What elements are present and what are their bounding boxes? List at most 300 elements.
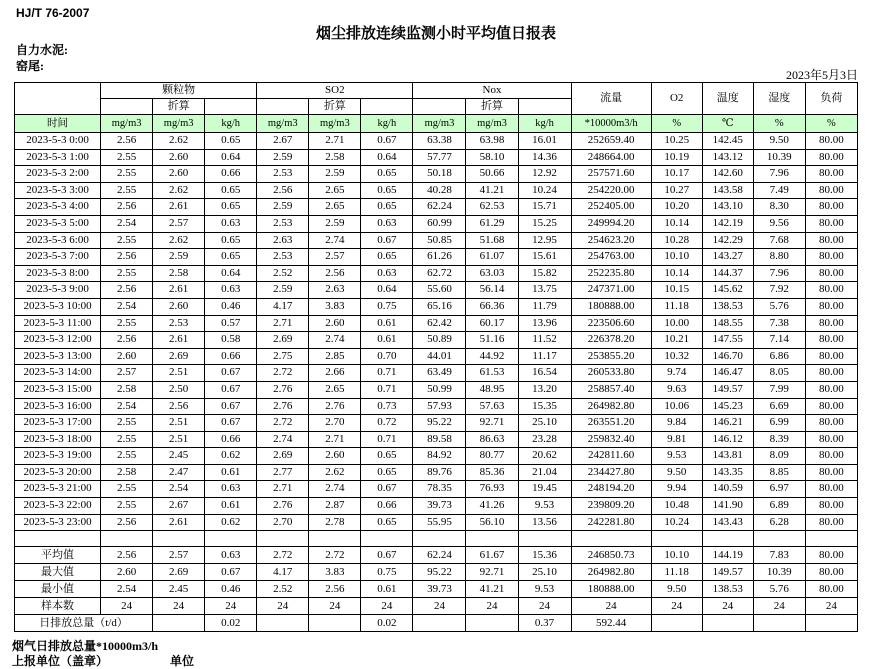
value-cell: 0.63 [205,481,257,498]
daily-total-value-cell: 592.44 [571,615,651,632]
value-cell: 51.68 [466,232,518,249]
value-cell: 2.53 [257,166,309,183]
value-cell: 10.21 [651,332,702,349]
value-cell: 0.62 [205,448,257,465]
value-cell: 2.60 [101,348,153,365]
value-cell: 2.59 [257,199,309,216]
value-cell: 2.51 [153,365,205,382]
value-cell: 0.61 [361,315,413,332]
summary-value-cell: 0.75 [361,564,413,581]
value-cell: 140.59 [702,481,753,498]
summary-value-cell: 9.50 [651,581,702,598]
value-cell: 10.24 [651,514,702,531]
summary-value-cell: 92.71 [466,564,518,581]
summary-value-cell: 0.63 [205,547,257,564]
value-cell: 2.62 [153,133,205,150]
daily-total-value-cell [753,615,805,632]
value-cell: 8.05 [753,365,805,382]
pollutant-group-header: SO2 [257,83,413,99]
value-cell: 4.17 [257,298,309,315]
value-cell: 2.55 [101,431,153,448]
value-cell: 2.57 [309,249,361,266]
table-row [15,133,858,150]
summary-value-cell: 264982.80 [571,564,651,581]
value-cell: 2.70 [309,415,361,432]
value-cell: 2.59 [309,166,361,183]
summary-value-cell: 24 [205,598,257,615]
value-cell: 50.99 [413,381,466,398]
value-cell: 9.63 [651,381,702,398]
value-cell: 80.00 [805,381,857,398]
value-cell: 65.16 [413,298,466,315]
value-cell: 2.55 [101,448,153,465]
value-cell: 80.00 [805,315,857,332]
daily-total-value-cell [466,615,518,632]
value-cell: 2.56 [309,265,361,282]
value-cell: 80.00 [805,332,857,349]
table-row [15,182,858,199]
value-cell: 2.59 [257,282,309,299]
value-cell: 2.56 [101,199,153,216]
summary-value-cell: 25.10 [518,564,571,581]
value-cell: 146.47 [702,365,753,382]
value-cell: 2.69 [257,332,309,349]
value-cell: 0.65 [361,182,413,199]
time-cell: 2023-5-3 9:00 [15,282,101,299]
value-cell: 260533.80 [571,365,651,382]
value-cell: 80.00 [805,464,857,481]
value-cell: 2.60 [309,448,361,465]
summary-value-cell: 61.67 [466,547,518,564]
value-cell: 2.66 [309,365,361,382]
value-cell: 0.64 [205,265,257,282]
company-name: 自力水泥: [16,43,68,57]
report-table-body [15,83,858,632]
value-cell: 254220.00 [571,182,651,199]
table-row [15,581,858,598]
value-cell: 0.63 [361,265,413,282]
summary-value-cell: 180888.00 [571,581,651,598]
summary-value-cell: 95.22 [413,564,466,581]
daily-total-value-cell [413,615,466,632]
column-header: 湿度 [753,83,805,115]
value-cell: 80.00 [805,232,857,249]
value-cell: 2.54 [101,298,153,315]
value-cell: 0.64 [361,282,413,299]
summary-value-cell: 24 [651,598,702,615]
value-cell: 7.96 [753,265,805,282]
table-row [15,298,858,315]
value-cell: 55.95 [413,514,466,531]
unit-cell: kg/h [361,115,413,133]
value-cell: 84.92 [413,448,466,465]
value-cell: 2.62 [153,232,205,249]
summary-value-cell: 62.24 [413,547,466,564]
value-cell: 2.58 [153,265,205,282]
table-row [15,531,858,547]
daily-total-value-cell: 0.02 [205,615,257,632]
value-cell: 2.63 [257,232,309,249]
value-cell: 40.28 [413,182,466,199]
value-cell: 58.10 [466,149,518,166]
page-title: 烟尘排放连续监测小时平均值日报表 [315,26,556,42]
unit-label: 单位 [170,654,195,668]
value-cell: 143.27 [702,249,753,266]
table-row [15,166,858,183]
value-cell: 2.72 [257,365,309,382]
value-cell: 0.65 [205,249,257,266]
value-cell: 254623.20 [571,232,651,249]
value-cell: 2.57 [101,365,153,382]
summary-value-cell: 2.56 [309,581,361,598]
table-row [15,215,858,232]
value-cell: 63.38 [413,133,466,150]
value-cell: 50.18 [413,166,466,183]
value-cell: 7.14 [753,332,805,349]
value-cell: 0.65 [205,133,257,150]
value-cell: 51.16 [466,332,518,349]
daily-total-value-cell [257,615,309,632]
sub-header-blank-cell [257,99,309,115]
value-cell: 2.67 [153,498,205,515]
column-header: O2 [651,83,702,115]
value-cell: 2.55 [101,182,153,199]
value-cell: 8.30 [753,199,805,216]
time-cell: 2023-5-3 14:00 [15,365,101,382]
value-cell: 0.71 [361,431,413,448]
summary-value-cell: 2.45 [153,581,205,598]
value-cell: 2.74 [309,481,361,498]
value-cell: 2.55 [101,166,153,183]
value-cell: 60.17 [466,315,518,332]
value-cell: 2.74 [309,232,361,249]
spacer-cell [205,531,257,547]
value-cell: 2.55 [101,481,153,498]
value-cell: 10.14 [651,215,702,232]
value-cell: 2.72 [257,415,309,432]
value-cell: 11.17 [518,348,571,365]
time-cell: 2023-5-3 11:00 [15,315,101,332]
value-cell: 14.36 [518,149,571,166]
value-cell: 63.03 [466,265,518,282]
table-row [15,598,858,615]
value-cell: 61.07 [466,249,518,266]
value-cell: 60.99 [413,215,466,232]
summary-value-cell: 39.73 [413,581,466,598]
value-cell: 0.66 [361,498,413,515]
value-cell: 41.21 [466,182,518,199]
time-cell: 2023-5-3 12:00 [15,332,101,349]
value-cell: 242811.60 [571,448,651,465]
value-cell: 2.51 [153,431,205,448]
time-cell: 2023-5-3 16:00 [15,398,101,415]
time-cell: 2023-5-3 3:00 [15,182,101,199]
spacer-cell [753,531,805,547]
value-cell: 2.45 [153,448,205,465]
unit-cell: kg/h [205,115,257,133]
value-cell: 9.56 [753,215,805,232]
value-cell: 248664.00 [571,149,651,166]
value-cell: 80.00 [805,498,857,515]
sub-header-blank-cell [413,99,466,115]
value-cell: 0.63 [205,282,257,299]
value-cell: 143.81 [702,448,753,465]
value-cell: 234427.80 [571,464,651,481]
value-cell: 2.60 [309,315,361,332]
time-cell: 2023-5-3 0:00 [15,133,101,150]
value-cell: 50.85 [413,232,466,249]
daily-total-label: 日排放总量（t/d） [15,615,153,632]
value-cell: 2.69 [153,348,205,365]
unit-cell: mg/m3 [257,115,309,133]
value-cell: 2.78 [309,514,361,531]
value-cell: 180888.00 [571,298,651,315]
summary-value-cell: 138.53 [702,581,753,598]
value-cell: 143.43 [702,514,753,531]
value-cell: 56.14 [466,282,518,299]
value-cell: 2.56 [153,398,205,415]
value-cell: 0.67 [361,481,413,498]
table-row [15,564,858,581]
value-cell: 80.00 [805,448,857,465]
value-cell: 2.87 [309,498,361,515]
unit-cell: *10000m3/h [571,115,651,133]
value-cell: 2.60 [153,166,205,183]
summary-value-cell: 4.17 [257,564,309,581]
table-row [15,332,858,349]
summary-label: 最小值 [15,581,101,598]
value-cell: 143.35 [702,464,753,481]
spacer-cell [571,531,651,547]
value-cell: 0.67 [205,365,257,382]
converted-sub-header: 折算 [466,99,518,115]
summary-value-cell: 80.00 [805,581,857,598]
value-cell: 2.71 [309,133,361,150]
value-cell: 11.79 [518,298,571,315]
value-cell: 62.72 [413,265,466,282]
value-cell: 7.68 [753,232,805,249]
spacer-cell [15,531,101,547]
summary-value-cell: 0.61 [361,581,413,598]
value-cell: 2.61 [153,282,205,299]
summary-value-cell: 24 [101,598,153,615]
summary-label: 平均值 [15,547,101,564]
value-cell: 10.28 [651,232,702,249]
value-cell: 16.54 [518,365,571,382]
value-cell: 0.63 [361,215,413,232]
value-cell: 15.71 [518,199,571,216]
value-cell: 2.53 [153,315,205,332]
value-cell: 7.38 [753,315,805,332]
value-cell: 11.18 [651,298,702,315]
value-cell: 80.00 [805,166,857,183]
value-cell: 2.56 [101,514,153,531]
value-cell: 10.25 [651,133,702,150]
value-cell: 253855.20 [571,348,651,365]
value-cell: 63.98 [466,133,518,150]
unit-cell: % [651,115,702,133]
summary-value-cell: 2.72 [257,547,309,564]
value-cell: 2.47 [153,464,205,481]
value-cell: 0.65 [205,232,257,249]
value-cell: 2.56 [101,249,153,266]
value-cell: 7.96 [753,166,805,183]
summary-value-cell: 24 [571,598,651,615]
value-cell: 80.00 [805,215,857,232]
value-cell: 3.83 [309,298,361,315]
value-cell: 142.45 [702,133,753,150]
time-cell: 2023-5-3 15:00 [15,381,101,398]
summary-value-cell: 0.67 [205,564,257,581]
value-cell: 0.61 [361,332,413,349]
daily-total-value-cell: 0.37 [518,615,571,632]
value-cell: 149.57 [702,381,753,398]
value-cell: 0.46 [205,298,257,315]
time-cell: 2023-5-3 20:00 [15,464,101,481]
value-cell: 10.39 [753,149,805,166]
spacer-cell [101,531,153,547]
value-cell: 5.76 [753,298,805,315]
time-column-header: 时间 [15,115,101,133]
value-cell: 0.65 [361,448,413,465]
summary-value-cell: 24 [702,598,753,615]
table-row [15,199,858,216]
value-cell: 2.57 [153,215,205,232]
table-row [15,249,858,266]
value-cell: 57.93 [413,398,466,415]
value-cell: 258857.40 [571,381,651,398]
value-cell: 9.50 [651,464,702,481]
summary-value-cell: 41.21 [466,581,518,598]
value-cell: 242281.80 [571,514,651,531]
value-cell: 2.53 [257,215,309,232]
time-cell: 2023-5-3 19:00 [15,448,101,465]
spacer-cell [702,531,753,547]
value-cell: 6.69 [753,398,805,415]
daily-total-value-cell: 0.02 [361,615,413,632]
summary-value-cell: 246850.73 [571,547,651,564]
value-cell: 8.09 [753,448,805,465]
value-cell: 50.66 [466,166,518,183]
table-row [15,282,858,299]
summary-value-cell: 2.52 [257,581,309,598]
summary-value-cell: 80.00 [805,564,857,581]
summary-value-cell: 2.56 [101,547,153,564]
value-cell: 0.67 [205,381,257,398]
value-cell: 0.65 [205,199,257,216]
value-cell: 254763.00 [571,249,651,266]
value-cell: 7.49 [753,182,805,199]
value-cell: 10.00 [651,315,702,332]
value-cell: 62.24 [413,199,466,216]
table-row [15,365,858,382]
spacer-cell [651,531,702,547]
value-cell: 2.65 [309,381,361,398]
report-date: 2023年5月3日 [785,68,858,82]
summary-value-cell: 24 [805,598,857,615]
value-cell: 0.67 [361,232,413,249]
sub-header-blank-cell [518,99,571,115]
value-cell: 2.56 [101,133,153,150]
summary-value-cell: 80.00 [805,547,857,564]
daily-total-value-cell [651,615,702,632]
standard-code: HJ/T 76-2007 [16,6,90,20]
value-cell: 2.62 [309,464,361,481]
value-cell: 2.53 [257,249,309,266]
value-cell: 10.48 [651,498,702,515]
value-cell: 2.54 [101,215,153,232]
summary-value-cell: 24 [153,598,205,615]
value-cell: 248194.20 [571,481,651,498]
summary-value-cell: 149.57 [702,564,753,581]
value-cell: 145.23 [702,398,753,415]
unit-cell: mg/m3 [101,115,153,133]
summary-value-cell: 2.57 [153,547,205,564]
value-cell: 10.24 [518,182,571,199]
value-cell: 61.53 [466,365,518,382]
unit-cell: kg/h [518,115,571,133]
value-cell: 15.35 [518,398,571,415]
summary-value-cell: 3.83 [309,564,361,581]
value-cell: 80.00 [805,265,857,282]
value-cell: 80.00 [805,398,857,415]
value-cell: 252405.00 [571,199,651,216]
pollutant-group-header: 颗粒物 [101,83,257,99]
flue-daily-total-label: 烟气日排放总量*10000m3/h [12,639,159,653]
value-cell: 2.67 [257,133,309,150]
value-cell: 80.00 [805,481,857,498]
spacer-cell [361,531,413,547]
value-cell: 0.66 [205,166,257,183]
value-cell: 146.70 [702,348,753,365]
table-row [15,498,858,515]
value-cell: 21.04 [518,464,571,481]
value-cell: 80.00 [805,149,857,166]
value-cell: 41.26 [466,498,518,515]
time-cell: 2023-5-3 13:00 [15,348,101,365]
value-cell: 57.77 [413,149,466,166]
sub-header-blank-cell [361,99,413,115]
summary-value-cell: 2.60 [101,564,153,581]
value-cell: 9.94 [651,481,702,498]
value-cell: 2.62 [153,182,205,199]
value-cell: 10.17 [651,166,702,183]
time-cell: 2023-5-3 18:00 [15,431,101,448]
value-cell: 252659.40 [571,133,651,150]
value-cell: 142.60 [702,166,753,183]
value-cell: 9.74 [651,365,702,382]
value-cell: 2.65 [309,182,361,199]
value-cell: 25.10 [518,415,571,432]
table-row [15,615,858,632]
value-cell: 0.63 [205,215,257,232]
summary-value-cell: 24 [413,598,466,615]
value-cell: 89.76 [413,464,466,481]
value-cell: 95.22 [413,415,466,432]
value-cell: 9.50 [753,133,805,150]
summary-value-cell: 0.46 [205,581,257,598]
spacer-cell [805,531,857,547]
value-cell: 7.99 [753,381,805,398]
value-cell: 0.72 [361,415,413,432]
value-cell: 6.86 [753,348,805,365]
value-cell: 0.62 [205,514,257,531]
value-cell: 6.97 [753,481,805,498]
value-cell: 259832.40 [571,431,651,448]
value-cell: 2.74 [257,431,309,448]
column-header: 流量 [571,83,651,115]
spacer-cell [257,531,309,547]
